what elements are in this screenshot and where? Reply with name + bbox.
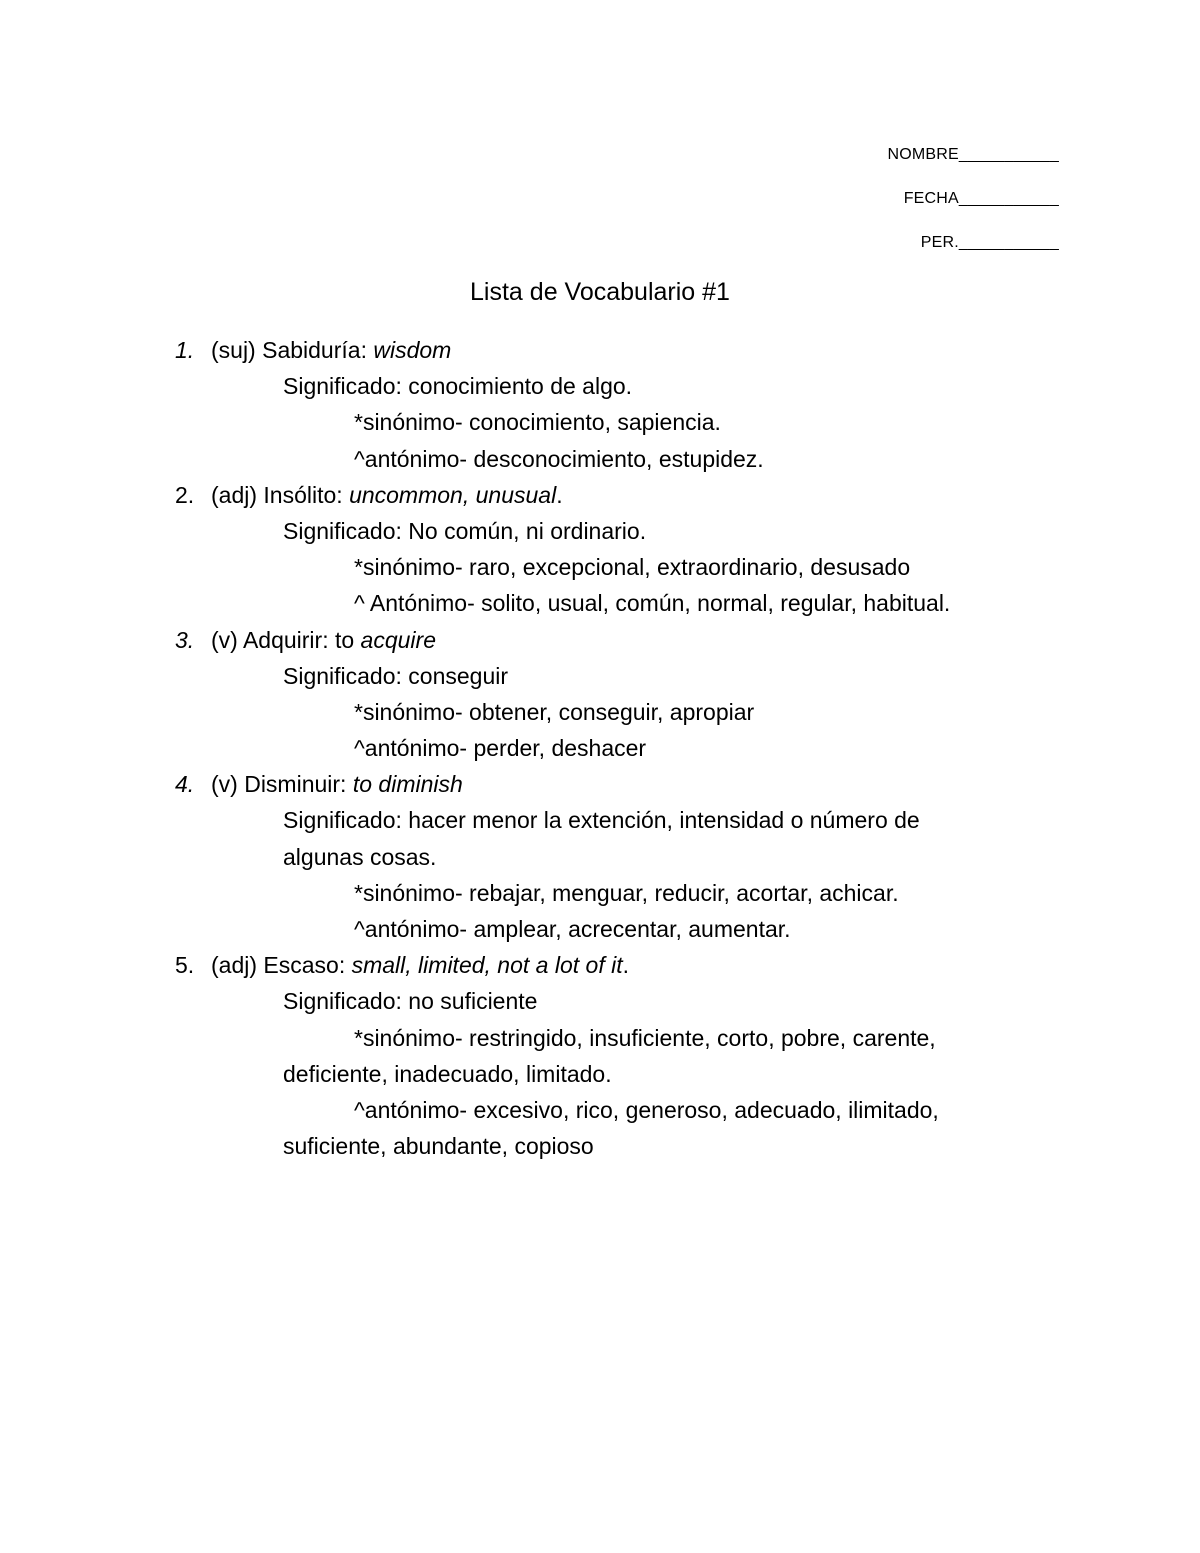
entry-number: 3. [175,626,195,653]
fecha-field: FECHA___________ [903,190,1059,207]
term-label: (adj) Insólito: [211,481,350,508]
entry-5-antonym-cont-row [0,1128,1200,1164]
entry-synonyms: *sinónimo- restringido, insuficiente, corto, pobre, carente, [354,1024,936,1051]
entry-number: 1. [175,337,195,363]
entry-4-meaning-row [0,802,1200,838]
entry-meaning: Significado: hacer menor la extención, intensidad o número de [283,807,920,834]
entry-4-synonym-row [0,875,1200,911]
entry-antonyms-continued: suficiente, abundante, copioso [283,1133,594,1160]
entry-synonyms: *sinónimo- conocimiento, sapiencia. [354,409,721,436]
entry-3-meaning-row [0,658,1200,694]
entry-term [211,332,451,368]
term-translation: uncommon, unusual [349,481,557,508]
entry-meaning: Significado: conocimiento de algo. [283,373,633,400]
entry-antonyms: ^antónimo- excesivo, rico, generoso, adecuado, ilimitado, [354,1096,939,1123]
entry-meaning: Significado: no suficiente [283,988,538,1015]
entry-5-antonym-row [0,1092,1200,1128]
per-field: PER.___________ [920,234,1059,251]
entry-5-meaning-row [0,983,1200,1019]
vocabulary-list [0,332,1200,1164]
term-translation: acquire [360,626,436,653]
entry-meaning: Significado: conseguir [283,662,509,689]
term-label: (adj) Escaso: [211,952,352,979]
entry-4-antonym-row [0,911,1200,947]
entry-1-meaning-row [0,368,1200,404]
term-translation: wisdom [373,337,452,363]
entry-2-meaning-row [0,513,1200,549]
entry-antonyms: ^antónimo- amplear, acrecentar, aumentar. [354,916,791,942]
entry-term [211,477,563,513]
entry-5-synonym-row [0,1020,1200,1056]
entry-term [211,622,436,658]
entry-4-meaning-cont-row [0,839,1200,875]
entry-3-term-row [0,622,1200,658]
entry-meaning: Significado: No común, ni ordinario. [283,517,647,544]
entry-1-term-row [0,332,1200,368]
entry-2-synonym-row [0,549,1200,585]
entry-3-antonym-row [0,730,1200,766]
entry-antonyms: ^ Antónimo- solito, usual, común, normal, regular, habitual. [354,590,951,617]
nombre-field: NOMBRE___________ [887,146,1059,163]
entry-synonyms: *sinónimo- obtener, conseguir, apropiar [354,698,755,725]
entry-number: 2. [175,481,195,508]
entry-2-term-row [0,477,1200,513]
entry-meaning-continued: algunas cosas. [283,843,437,870]
entry-synonyms-continued: deficiente, inadecuado, limitado. [283,1060,612,1087]
entry-antonyms: ^antónimo- perder, deshacer [354,735,647,762]
entry-number: 4. [175,771,195,798]
entry-5-synonym-cont-row [0,1056,1200,1092]
term-end: . [622,952,629,979]
entry-synonyms: *sinónimo- raro, excepcional, extraordinario, desusado [354,554,911,581]
student-info-fields [659,144,1059,276]
entry-4-term-row [0,766,1200,802]
term-label: (suj) Sabiduría: [211,337,374,363]
entry-antonyms: ^antónimo- desconocimiento, estupidez. [354,445,764,472]
term-label: (v) Adquirir: to [211,626,361,653]
entry-1-antonym-row [0,441,1200,477]
entry-1-synonym-row [0,404,1200,440]
term-label: (v) Disminuir: [211,771,353,798]
entry-2-antonym-row [0,585,1200,621]
term-end: . [556,481,563,508]
entry-3-synonym-row [0,694,1200,730]
entry-term [211,947,629,983]
entry-5-term-row [0,947,1200,983]
term-translation: to diminish [352,771,463,798]
entry-synonyms: *sinónimo- rebajar, menguar, reducir, acortar, achicar. [354,879,899,906]
entry-number: 5. [175,952,195,979]
entry-term [211,766,463,802]
term-translation: small, limited, not a lot of it [351,952,623,979]
page-title: Lista de Vocabulario #1 [470,278,730,306]
